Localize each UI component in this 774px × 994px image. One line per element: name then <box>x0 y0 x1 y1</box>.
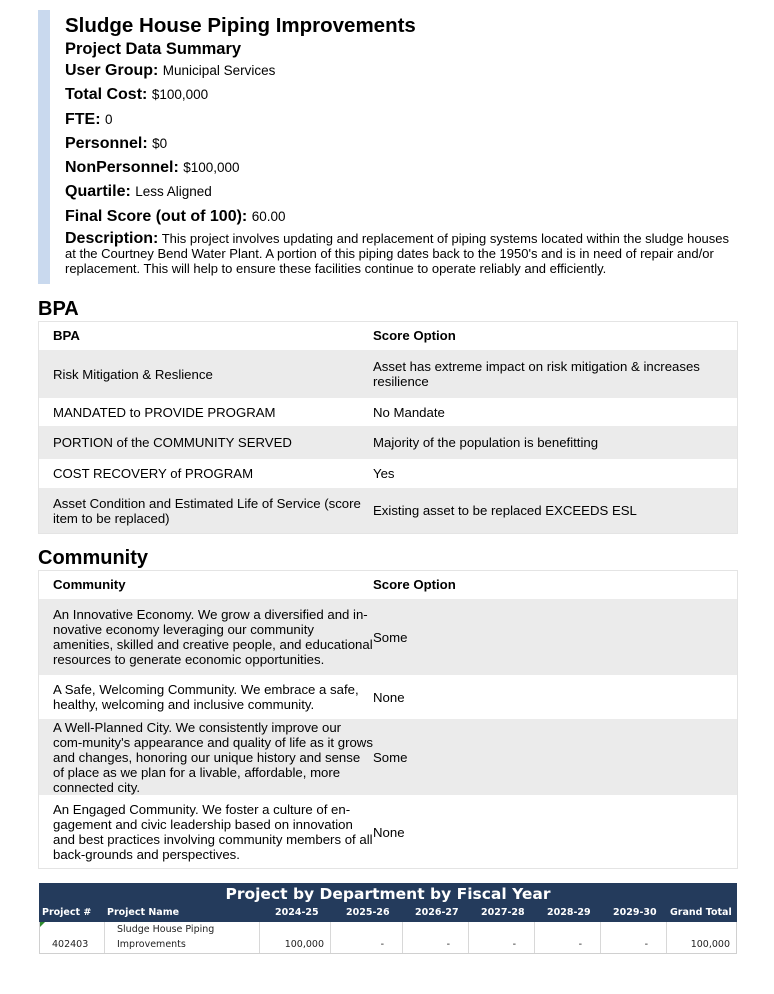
fte-value: 0 <box>105 111 113 127</box>
table-row <box>38 675 738 719</box>
nonpersonnel-label: NonPersonnel: <box>65 159 179 177</box>
total-cost-value: $100,000 <box>151 87 209 103</box>
value-2029-30: - <box>644 939 648 950</box>
table-row <box>38 350 738 398</box>
user-group <box>65 59 735 83</box>
quartile-label: Quartile: <box>65 183 131 201</box>
fte <box>65 108 735 132</box>
community-item: A Safe, Welcoming Community. We embrace a safe, healthy, welcoming and inclusive community. <box>38 675 373 719</box>
cell-divider <box>259 922 260 953</box>
quartile-value: Less Aligned <box>135 184 212 200</box>
col-2029-30: 2029-30 <box>613 907 657 918</box>
quartile <box>65 180 735 204</box>
bpa-item: PORTION of the COMMUNITY SERVED <box>38 426 373 459</box>
community-score: None <box>373 795 738 869</box>
bpa-item: MANDATED to PROVIDE PROGRAM <box>38 398 373 426</box>
user-group-label: User Group: <box>65 62 159 79</box>
page-subtitle: Project Data Summary <box>65 40 242 58</box>
bpa-score: Existing asset to be replaced EXCEEDS ESL <box>373 488 738 533</box>
project-name-line1: Sludge House Piping <box>117 924 215 935</box>
bpa-score: Asset has extreme impact on risk mitigation & increases resilience <box>373 350 738 398</box>
table-row <box>38 426 738 459</box>
table-row <box>38 398 738 426</box>
project-number: 402403 <box>52 939 89 950</box>
total-cost <box>65 83 735 107</box>
cell-divider <box>104 922 105 953</box>
community-item: An Innovative Economy. We grow a diversified and in-novative economy leveraging our community amenities, skilled and creative people, and educational resources to generate economic opportunities. <box>38 599 373 675</box>
user-group-value: Municipal Services <box>162 63 276 78</box>
fiscal-table-title: Project by Department by Fiscal Year <box>225 885 551 903</box>
bpa-score: Majority of the population is benefitting <box>373 426 738 459</box>
value-2026-27: - <box>446 939 450 950</box>
fiscal-year-table <box>39 883 737 954</box>
col-project-number: Project # <box>42 907 92 918</box>
fiscal-table-header <box>39 883 737 922</box>
col-2028-29: 2028-29 <box>547 907 591 918</box>
cell-comment-marker <box>40 922 45 927</box>
bpa-item: Asset Condition and Estimated Life of Service (score item to be replaced) <box>38 488 373 533</box>
cell-divider <box>468 922 469 953</box>
cell-divider <box>666 922 667 953</box>
cell-divider <box>534 922 535 953</box>
project-summary <box>38 10 738 284</box>
community-score: Some <box>373 599 738 675</box>
community-score: None <box>373 675 738 719</box>
fiscal-column-headers <box>39 907 737 921</box>
page-title: Sludge House Piping Improvements <box>65 14 416 37</box>
community-item: An Engaged Community. We foster a culture of en-gagement and civic leadership based on innovation and best practices involving community members of all back-grounds and perspectives. <box>38 795 373 869</box>
personnel-value: $0 <box>152 135 168 151</box>
community-item: A Well-Planned City. We consistently improve our com-munity's appearance and quality of life as it grows and changes, honoring our unique history and sense of place as we plan for a livable, affordable, more connected city. <box>38 719 373 795</box>
col-2025-26: 2025-26 <box>346 907 390 918</box>
personnel-label: Personnel: <box>65 134 148 152</box>
cell-divider <box>330 922 331 953</box>
value-2028-29: - <box>578 939 582 950</box>
col-grand-total: Grand Total <box>670 907 732 918</box>
bpa-score-col-header: Score Option <box>373 321 738 350</box>
table-row <box>38 599 738 675</box>
bpa-item: Risk Mitigation & Reslience <box>38 350 373 398</box>
value-2024-25: 100,000 <box>284 939 324 950</box>
nonpersonnel-value: $100,000 <box>183 160 240 176</box>
table-row <box>38 719 738 795</box>
description <box>65 231 735 276</box>
final-score-label: Final Score (out of 100): <box>65 207 248 225</box>
fte-label: FTE: <box>65 110 101 128</box>
value-grand-total: 100,000 <box>690 939 730 950</box>
col-2026-27: 2026-27 <box>415 907 459 918</box>
community-col-header: Community <box>38 570 373 599</box>
description-text: This project involves updating and replacement of piping systems located within the sludge houses at the Courtney Bend Water Plant. A portion of this piping dates back to the 1950's and is in need of repair and/or replacement. This will help to ensure these facilities continue to operate reliably and efficiently. <box>65 231 730 277</box>
bpa-heading: BPA <box>38 298 79 320</box>
community-heading: Community <box>38 547 148 569</box>
bpa-table <box>38 321 738 533</box>
col-2027-28: 2027-28 <box>481 907 525 918</box>
value-2027-28: - <box>512 939 516 950</box>
table-row <box>39 922 737 954</box>
community-score-col-header: Score Option <box>373 570 738 599</box>
bpa-item: COST RECOVERY of PROGRAM <box>38 459 373 488</box>
community-table <box>38 570 738 869</box>
value-2025-26: - <box>380 939 384 950</box>
project-name-line2: Improvements <box>117 939 186 950</box>
nonpersonnel <box>65 156 735 180</box>
total-cost-label: Total Cost: <box>65 86 148 104</box>
final-score-value: 60.00 <box>251 208 286 224</box>
bpa-score: No Mandate <box>373 398 738 426</box>
col-project-name: Project Name <box>107 907 180 918</box>
final-score <box>65 205 735 229</box>
cell-divider <box>600 922 601 953</box>
cell-divider <box>402 922 403 953</box>
bpa-score: Yes <box>373 459 738 488</box>
description-label: Description: <box>65 230 159 248</box>
col-2024-25: 2024-25 <box>275 907 319 918</box>
table-row <box>38 459 738 488</box>
table-row <box>38 795 738 869</box>
bpa-col-header: BPA <box>38 321 373 350</box>
personnel <box>65 132 735 156</box>
community-score: Some <box>373 719 738 795</box>
table-row <box>38 488 738 533</box>
